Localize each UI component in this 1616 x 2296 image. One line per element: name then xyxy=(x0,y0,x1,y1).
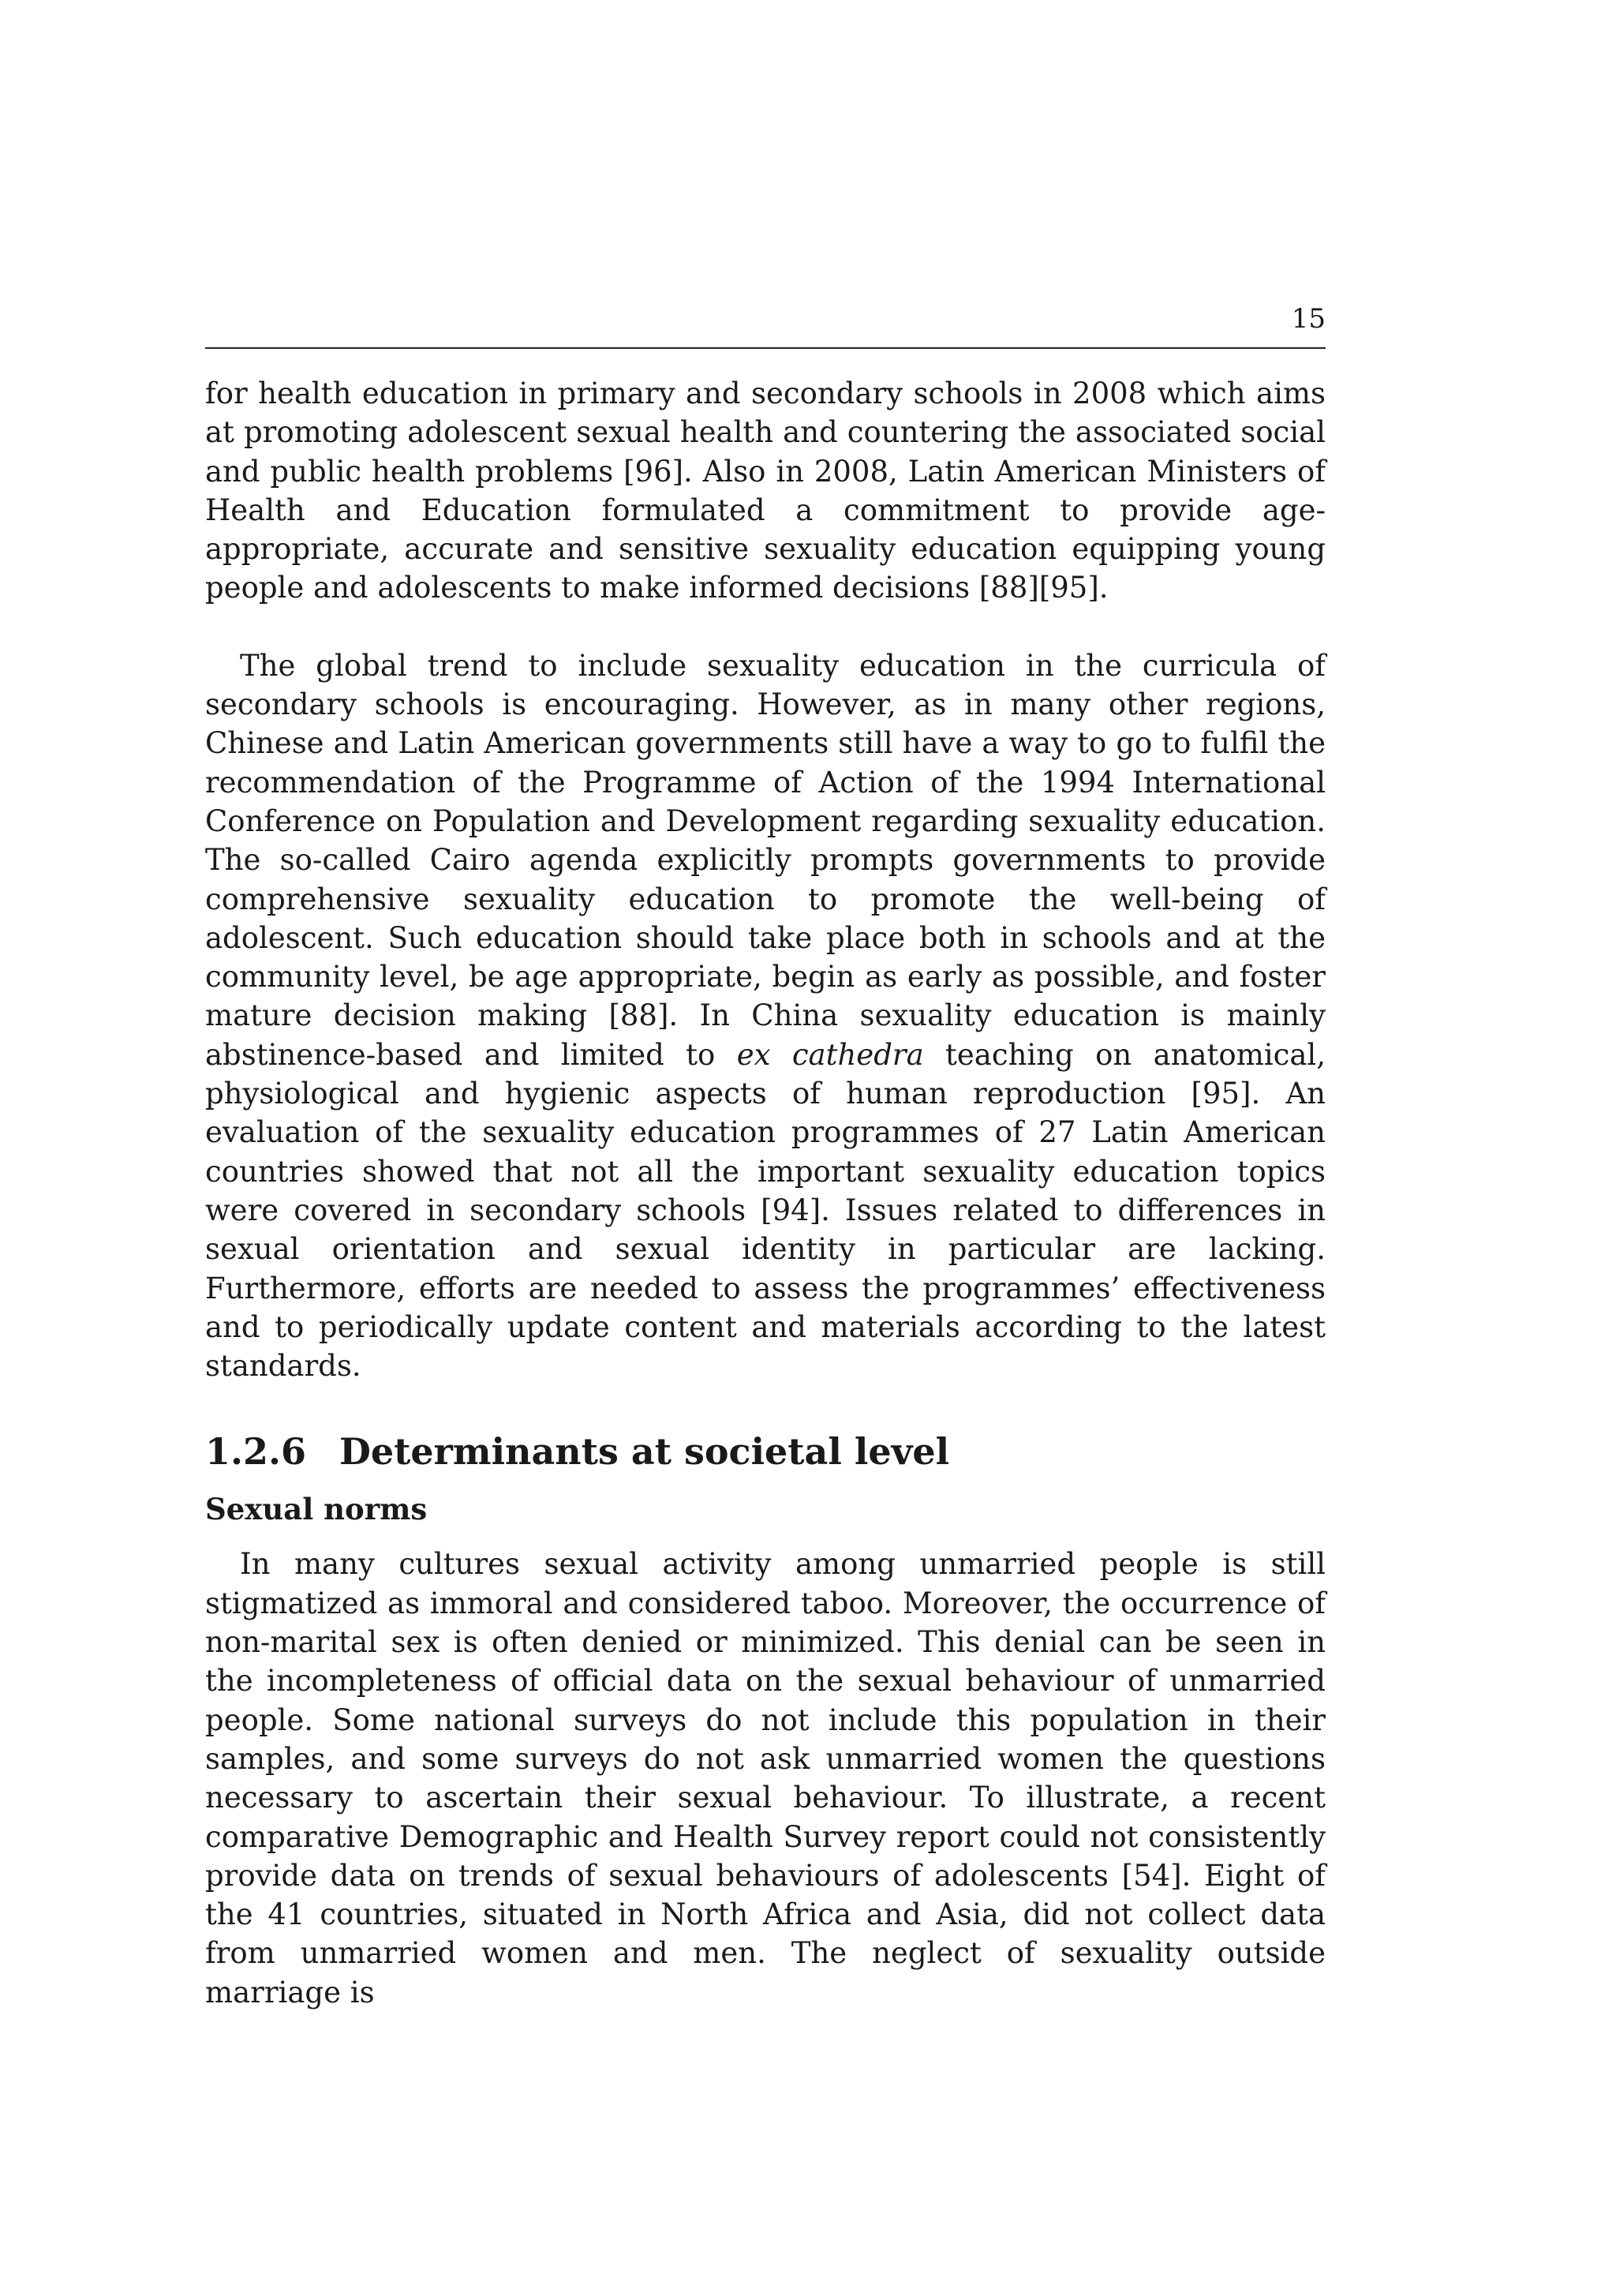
paragraph-global-trend-text-start: The global trend to include sexuality education in the curricula of secondary schools is encouraging. However, as in many other regions, Chinese and Latin American governments still have a way to go to fulfil the recommendation of the Programme of Action of the 1994 International Conference on Population and Development regarding sexuality education. The so-called Cairo agenda explicitly prompts governments to provide comprehensive sexuality education to promote the well-being of adolescent. Such education should take place both in schools and at the community level, be age appropriate, begin as early as possible, and foster mature decision making [88]. In China sexuality education is mainly abstinence-based and limited to xyxy=(205,648,1326,1072)
section-number: 1.2.6 xyxy=(205,1430,307,1474)
paragraph-global-trend-text-end: teaching on anatomical, physiological and hygienic aspects of human reproduction [95]. An evaluation of the sexuality education programmes of 27 Latin American countries showed that not all the important sexuality education topics were covered in secondary schools [94]. Issues related to differences in sexual orientation and sexual identity in particular are lacking. Furthermore, efforts are needed to assess the programmes’ effectiveness and to periodically update content and materials according to the latest standards. xyxy=(205,1037,1326,1384)
section-heading xyxy=(205,1429,1326,1474)
paragraph-global-trend xyxy=(205,646,1326,1386)
subsection-heading: Sexual norms xyxy=(205,1492,428,1527)
page-number: 15 xyxy=(1291,303,1326,335)
section-title: Determinants at societal level xyxy=(339,1430,950,1474)
italic-term-ex-cathedra: ex cathedra xyxy=(736,1037,924,1072)
page xyxy=(205,300,1326,2012)
page-header xyxy=(205,300,1326,349)
paragraph-sexual-norms: In many cultures sexual activity among unmarried people is still stigmatized as immoral and considered taboo. Moreover, the occurrence of non-marital sex is often denied or minimized. This denial can be seen in the incompleteness of official data on the sexual behaviour of unmarried people. Some national surveys do not include this population in their samples, and some surveys do not ask unmarried women the questions necessary to ascertain their sexual behaviour. To illustrate, a recent comparative Demographic and Health Survey report could not consistently provide data on trends of sexual behaviours of adolescents [54]. Eight of the 41 countries, situated in North Africa and Asia, did not collect data from unmarried women and men. The neglect of sexuality outside marriage is xyxy=(205,1547,1326,2009)
paragraph-continuation: for health education in primary and secondary schools in 2008 which aims at promoting adolescent sexual health and countering the associated social and public health problems [96]. Also in 2008, Latin American Ministers of Health and Education formulated a commitment to provide age-appropriate, accurate and sensitive sexuality education equipping young people and adolescents to make informed decisions [88][95]. xyxy=(205,376,1326,605)
